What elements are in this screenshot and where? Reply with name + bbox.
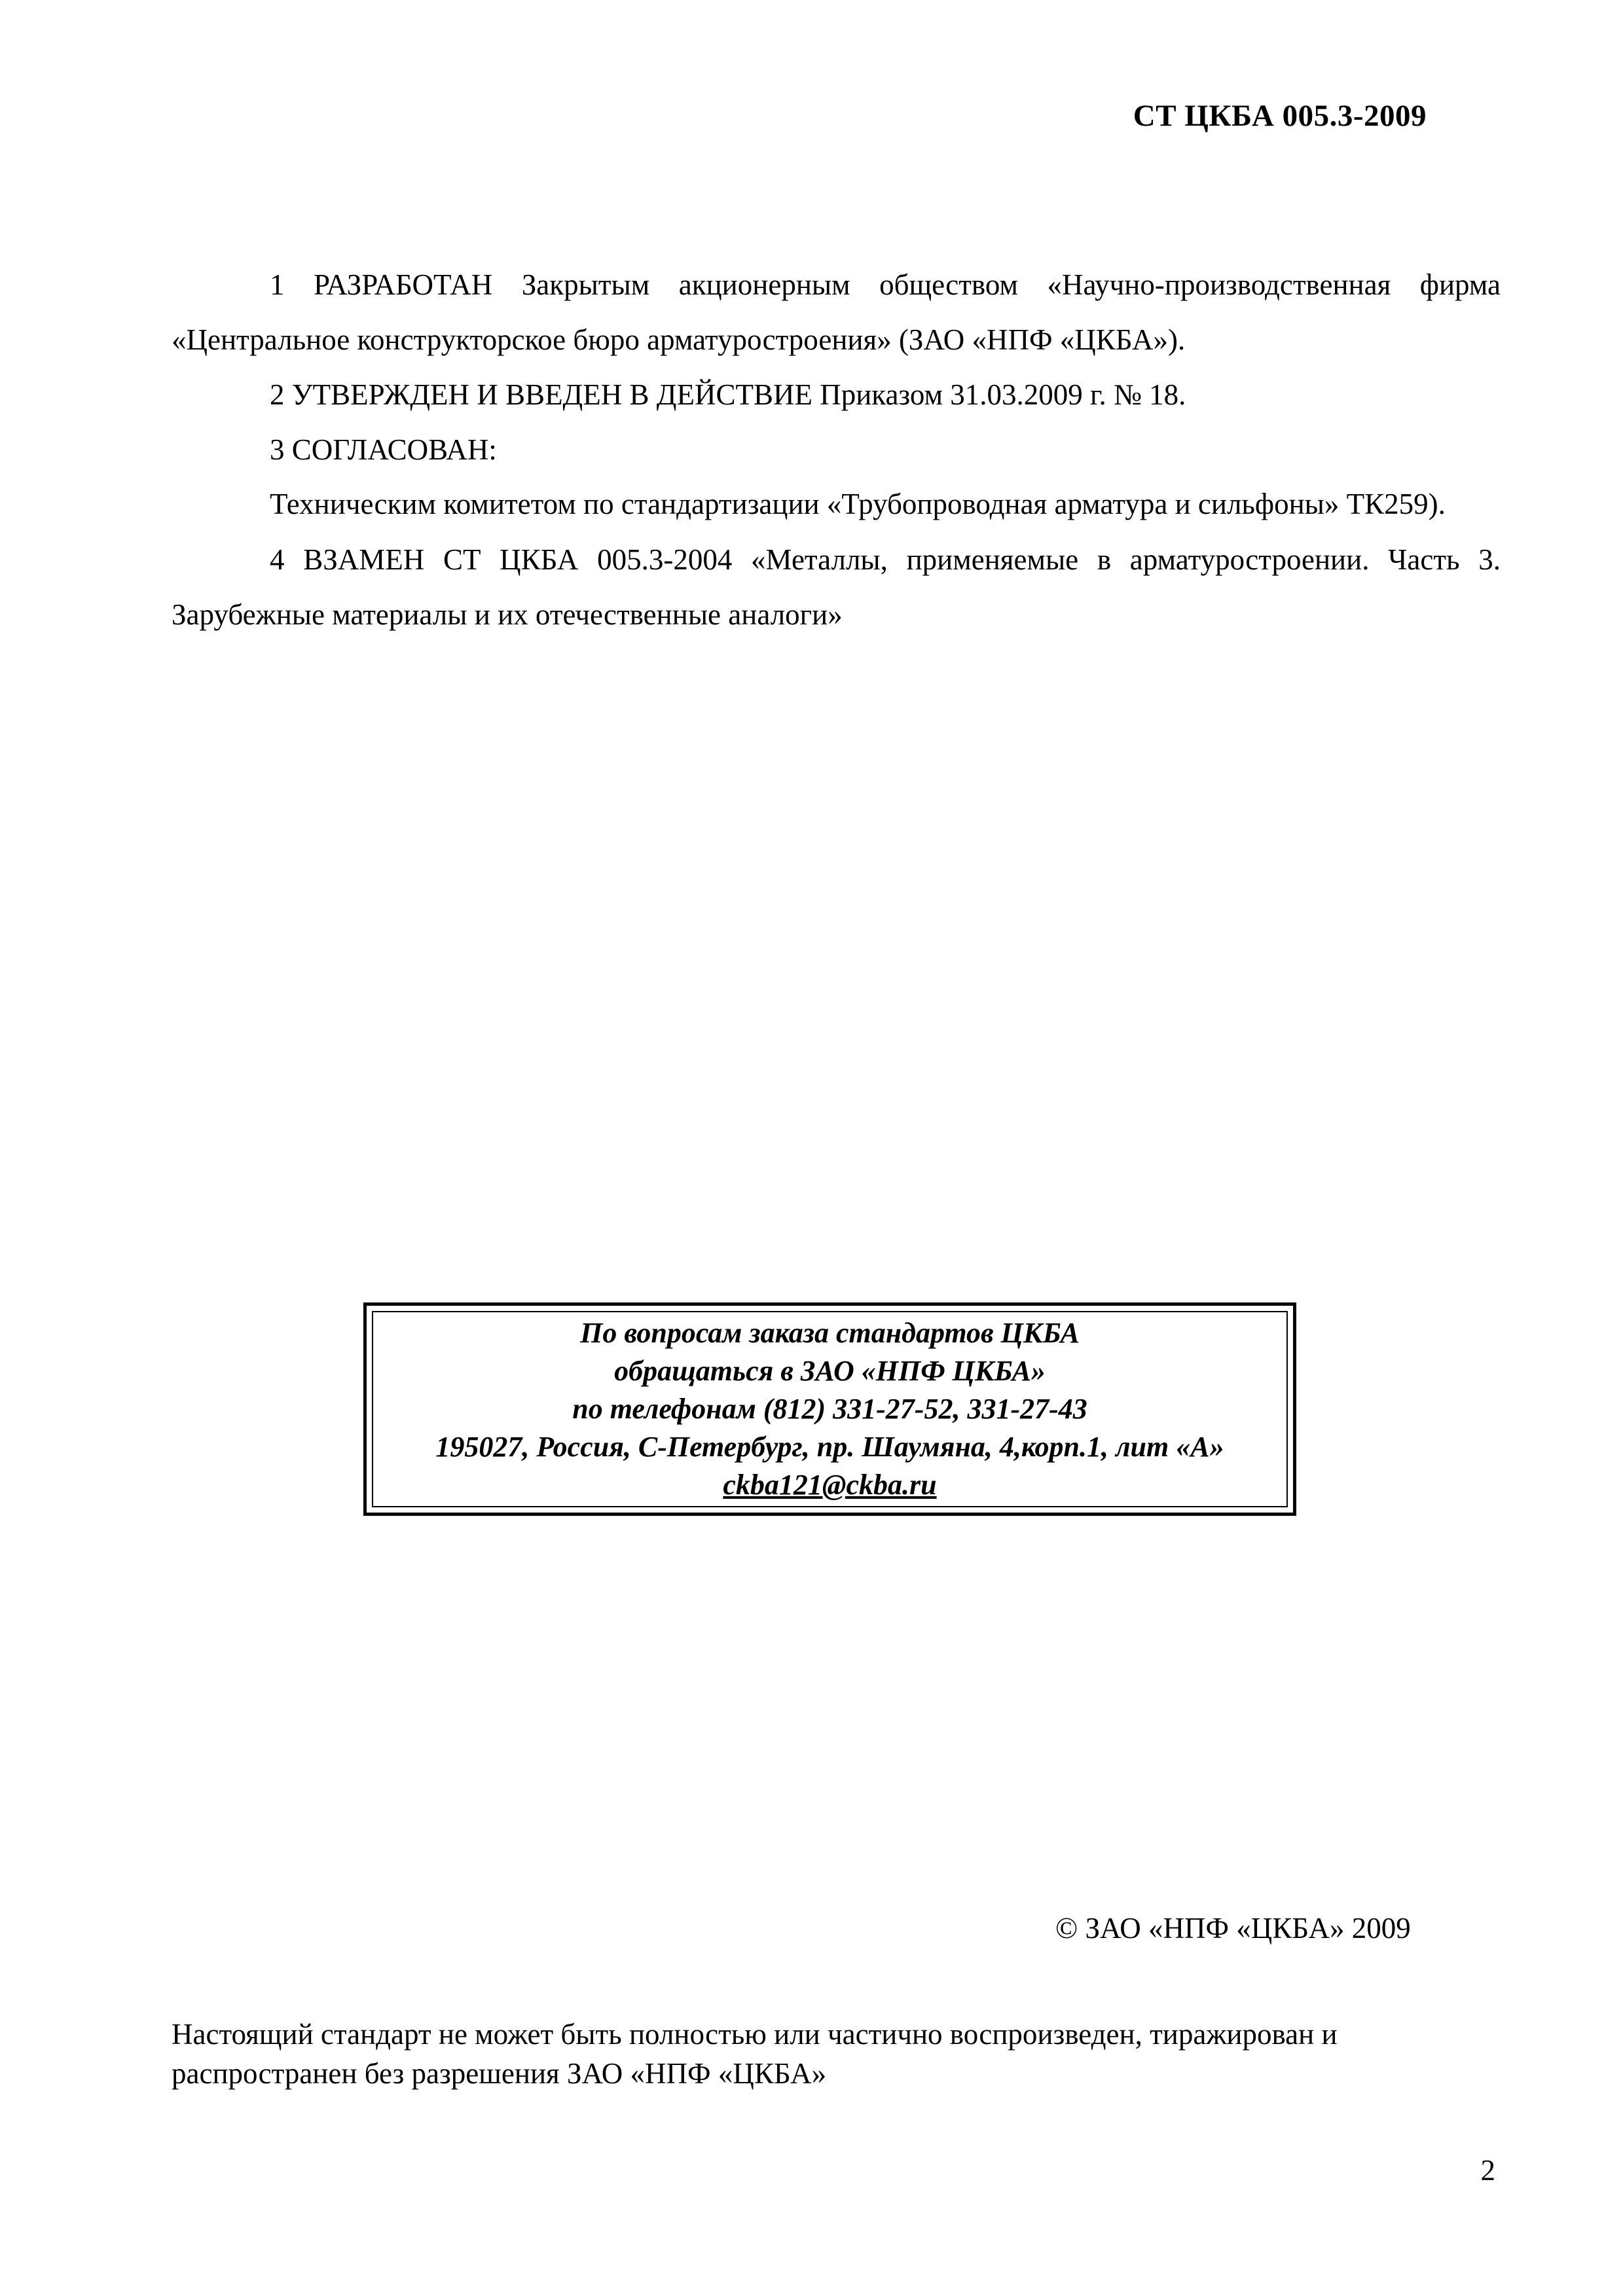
paragraph-agreed-heading: 3 СОГЛАСОВАН:	[270, 433, 497, 466]
paragraph-replaced: 4 ВЗАМЕН СТ ЦКБА 005.3-2004 «Металлы, применяемые в арматуростроении. Часть 3. Зарубежные материалы и их отечественные аналоги»	[172, 543, 1501, 631]
contact-line-order: По вопросам заказа стандартов ЦКБА	[580, 1317, 1080, 1349]
page-number: 2	[1480, 2154, 1495, 2187]
document-code: СТ ЦКБА 005.3-2009	[1133, 99, 1427, 133]
document-body	[172, 257, 1501, 642]
contact-box	[363, 1302, 1296, 1516]
contact-box-inner	[372, 1311, 1288, 1507]
contact-line-company: обращаться в ЗАО «НПФ ЦКБА»	[614, 1355, 1046, 1387]
copyright-notice: © ЗАО «НПФ «ЦКБА» 2009	[1055, 1912, 1411, 1945]
contact-email-link[interactable]: ckba121@ckba.ru	[723, 1469, 937, 1501]
paragraph-agreed-committee: Техническим комитетом по стандартизации «Трубопроводная арматура и сильфоны» ТК259).	[270, 488, 1446, 520]
contact-line-address: 195027, Россия, С-Петербург, пр. Шаумяна, 4,корп.1, лит «А»	[435, 1431, 1224, 1463]
paragraph-approved: 2 УТВЕРЖДЕН И ВВЕДЕН В ДЕЙСТВИЕ Приказом 31.03.2009 г. № 18.	[270, 378, 1186, 411]
contact-line-phones: по телефонам (812) 331-27-52, 331-27-43	[572, 1393, 1087, 1425]
paragraph-developed-by: 1 РАЗРАБОТАН Закрытым акционерным обществом «Научно-производственная фирма «Центральное конструкторское бюро арматуростроения» (ЗАО «НПФ «ЦКБА»).	[172, 268, 1501, 356]
reproduction-notice: Настоящий стандарт не может быть полностью или частично воспроизведен, тиражирован и распространен без разрешения ЗАО «НПФ «ЦКБА»	[172, 2018, 1338, 2090]
